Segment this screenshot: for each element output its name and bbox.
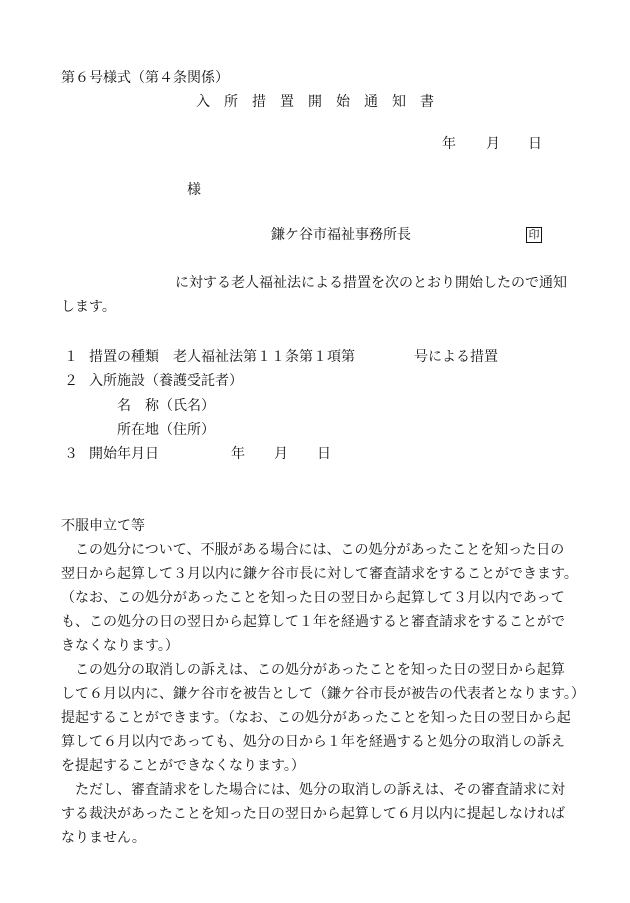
appeal-line: して６月以内に、鎌ケ谷市を被告として（鎌ケ谷市長が被告の代表者となります。） [61, 686, 585, 702]
page-title: 入 所 措 置 開 始 通 知 書 [196, 94, 434, 110]
form-number: 第６号様式（第４条関係） [61, 70, 229, 86]
appeal-line: きなくなります。） [61, 638, 179, 654]
issuer-name: 鎌ケ谷市福祉事務所長 [271, 227, 411, 243]
item3-number: ３ [64, 446, 78, 462]
appeal-heading: 不服申立て等 [61, 518, 145, 534]
appeal-line: （なお、この処分があったことを知った日の翌日から起算して３月以内であって [61, 590, 565, 606]
item2-address-label: 所在地（住所） [117, 422, 215, 438]
item3-year: 年 [231, 446, 245, 462]
appeal-line: この処分について、不服がある場合には、この処分があったことを知った日の [61, 542, 565, 558]
date-day: 日 [528, 136, 542, 152]
seal-mark: 印 [526, 227, 542, 243]
appeal-line: 算して６月以内であっても、処分の日から１年を経過すると処分の取消しの訴え [61, 734, 565, 750]
item1-label: 措置の種類 老人福祉法第１１条第１項第 [89, 349, 355, 365]
appeal-line: 提起することができます。（なお、この処分があったことを知った日の翌日から起 [61, 710, 571, 726]
intro-line-1: に対する老人福祉法による措置を次のとおり開始したので通知 [175, 275, 567, 291]
appeal-line: なりません。 [61, 830, 146, 846]
intro-line-2: します。 [61, 299, 116, 315]
item2-label: 入所施設（養護受託者） [89, 373, 243, 389]
item2-name-label: 名 称（氏名） [117, 398, 215, 414]
item3-label: 開始年月日 [89, 446, 159, 462]
item2-number: ２ [64, 373, 78, 389]
item1-suffix: 号による措置 [414, 349, 498, 365]
appeal-line: 翌日から起算して３月以内に鎌ケ谷市長に対して審査請求をすることができます。 [61, 566, 578, 582]
date-month: 月 [486, 136, 500, 152]
appeal-line: も、この処分の日の翌日から起算して１年を経過すると審査請求をすることがで [61, 614, 565, 630]
item3-day: 日 [317, 446, 331, 462]
appeal-line: この処分の取消しの訴えは、この処分があったことを知った日の翌日から起算 [61, 662, 565, 678]
appeal-line: する裁決があったことを知った日の翌日から起算して６月以内に提起しなければ [61, 806, 565, 822]
date-year: 年 [442, 136, 456, 152]
recipient-suffix: 様 [187, 182, 201, 198]
appeal-line: ただし、審査請求をした場合には、処分の取消しの訴えは、その審査請求に対 [61, 782, 565, 798]
item1-number: １ [64, 349, 78, 365]
item3-month: 月 [274, 446, 288, 462]
appeal-line: を提起することができなくなります。） [61, 758, 305, 774]
